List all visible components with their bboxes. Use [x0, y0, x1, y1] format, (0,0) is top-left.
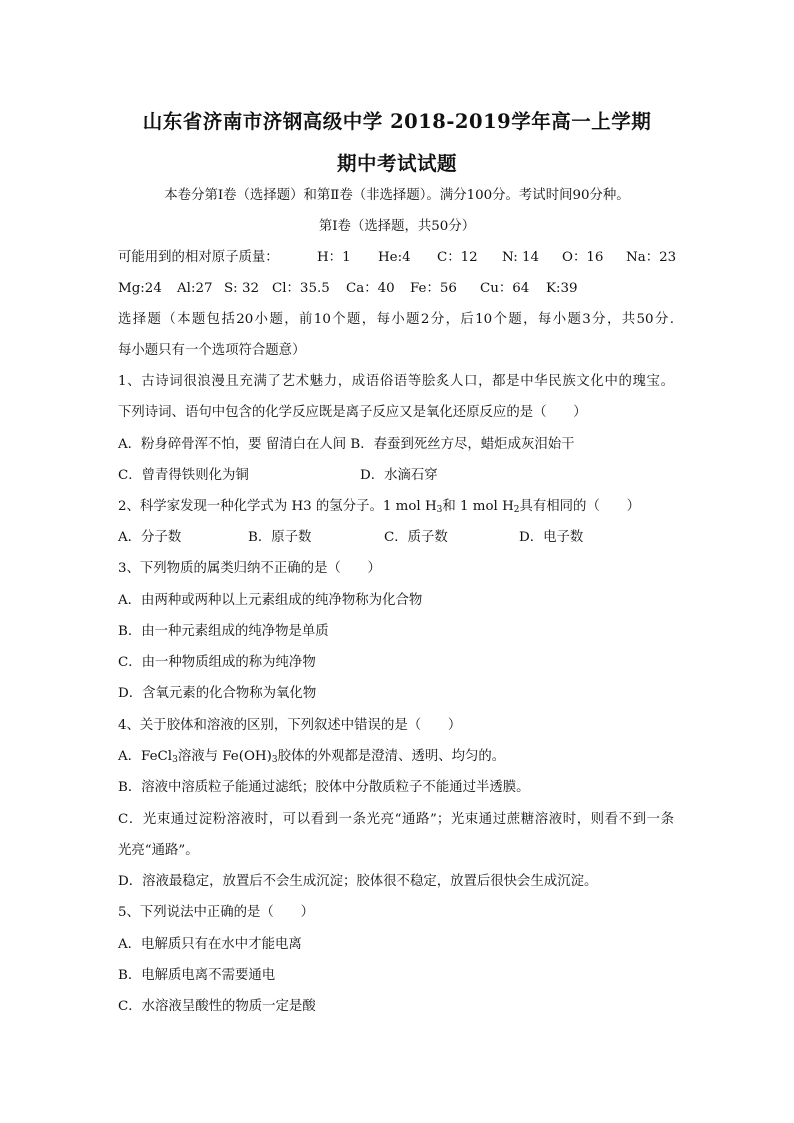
atomic-mass-mg: Mg:24 — [118, 281, 162, 296]
q4-option-c-line-1: C．光束通过淀粉溶液时，可以看到一条光亮“通路”；光束通过蔗糖溶液时，则看不到一条 — [118, 812, 674, 827]
atomic-mass-o: O：16 — [562, 250, 604, 265]
q4-option-a: A．FeCl$_3$溶液与 $Fe(OH)_3$胶体的外观都是澄清、透明、均匀的。 — [118, 749, 506, 765]
atomic-mass-cu: Cu：64 — [480, 281, 530, 296]
atomic-mass-fe: Fe：56 — [410, 281, 457, 296]
instructions-line-1: 选择题（本题包括20小题，前10个题，每小题2分，后10个题，每小题3分，共50分. — [118, 312, 674, 327]
atomic-mass-cl: Cl：35.5 — [272, 281, 330, 296]
q3-option-a: A．由两种或两种以上元素组成的纯净物称为化合物 — [118, 593, 423, 608]
q2-option-b: B．原子数 — [248, 530, 312, 545]
atomic-mass-he: He:4 — [378, 250, 411, 265]
q5-option-a: A．电解质只有在水中才能电离 — [118, 937, 302, 952]
atomic-mass-k: K:39 — [546, 281, 578, 296]
section-heading: 第Ⅰ卷（选择题，共50分） — [318, 219, 476, 234]
q1-stem-line-1: 1、古诗词很浪漫且充满了艺术魅力，成语俗语等脍炙人口，都是中华民族文化中的瑰宝。 — [118, 374, 674, 389]
q2-stem: 2、科学家发现一种化学式为 H3 的氢分子。1 mol $H_3$和 1 mol $H_2$具有相同的（ ） — [118, 499, 641, 515]
q2-option-c: C．质子数 — [384, 530, 448, 545]
q5-option-b: B．电解质电离不需要通电 — [118, 968, 276, 983]
title-line-1: 山东省济南市济钢高级中学 2018-2019学年高一上学期 — [142, 110, 652, 133]
q3-stem: 3、下列物质的属类归纳不正确的是（ ） — [118, 561, 381, 576]
instructions-line-2: 每小题只有一个选项符合题意） — [118, 343, 306, 358]
q2-option-d: D．电子数 — [519, 530, 584, 545]
atomic-mass-c: C：12 — [437, 250, 478, 265]
q3-option-b: B．由一种元素组成的纯净物是单质 — [118, 624, 329, 639]
intro-text: 本卷分第Ⅰ卷（选择题）和第Ⅱ卷（非选择题）。满分100分。考试时间90分种。 — [164, 188, 630, 203]
atomic-mass-al: Al:27 — [177, 281, 213, 296]
atomic-mass-ca: Ca：40 — [346, 281, 395, 296]
q1-stem-line-2: 下列诗词、语句中包含的化学反应既是离子反应又是氧化还原反应的是（ ） — [118, 405, 587, 420]
q1-options-ab: A．粉身碎骨浑不怕，要 留清白在人间 B．春蚕到死丝方尽，蜡炬成灰泪始干 — [118, 437, 575, 452]
atomic-mass-s: S: 32 — [224, 281, 259, 296]
q5-stem: 5、下列说法中正确的是（ ） — [118, 905, 314, 920]
q4-option-b: B．溶液中溶质粒子能通过滤纸；胶体中分散质粒子不能通过半透膜。 — [118, 780, 530, 795]
q2-option-a: A．分子数 — [118, 530, 182, 545]
q4-option-d: D．溶液最稳定，放置后不会生成沉淀；胶体很不稳定，放置后很快会生成沉淀。 — [118, 874, 598, 889]
q1-option-c: C．曾青得铁则化为铜 — [118, 468, 249, 483]
atomic-mass-na: Na：23 — [626, 250, 677, 265]
q5-option-c: C．水溶液呈酸性的物质一定是酸 — [118, 999, 316, 1014]
q3-option-d: D．含氧元素的化合物称为氧化物 — [118, 686, 317, 701]
atomic-mass-label: 可能用到的相对原子质量： — [118, 250, 279, 265]
q4-option-c-line-2: 光亮“通路”。 — [118, 843, 199, 858]
q4-stem: 4、关于胶体和溶液的区别，下列叙述中错误的是（ ） — [118, 718, 462, 733]
title-line-2: 期中考试试题 — [336, 152, 457, 175]
q1-option-d: D．水滴石穿 — [360, 468, 438, 483]
atomic-mass-h: H：1 — [317, 250, 351, 265]
atomic-mass-n: N: 14 — [502, 250, 540, 265]
q3-option-c: C．由一种物质组成的称为纯净物 — [118, 655, 316, 670]
